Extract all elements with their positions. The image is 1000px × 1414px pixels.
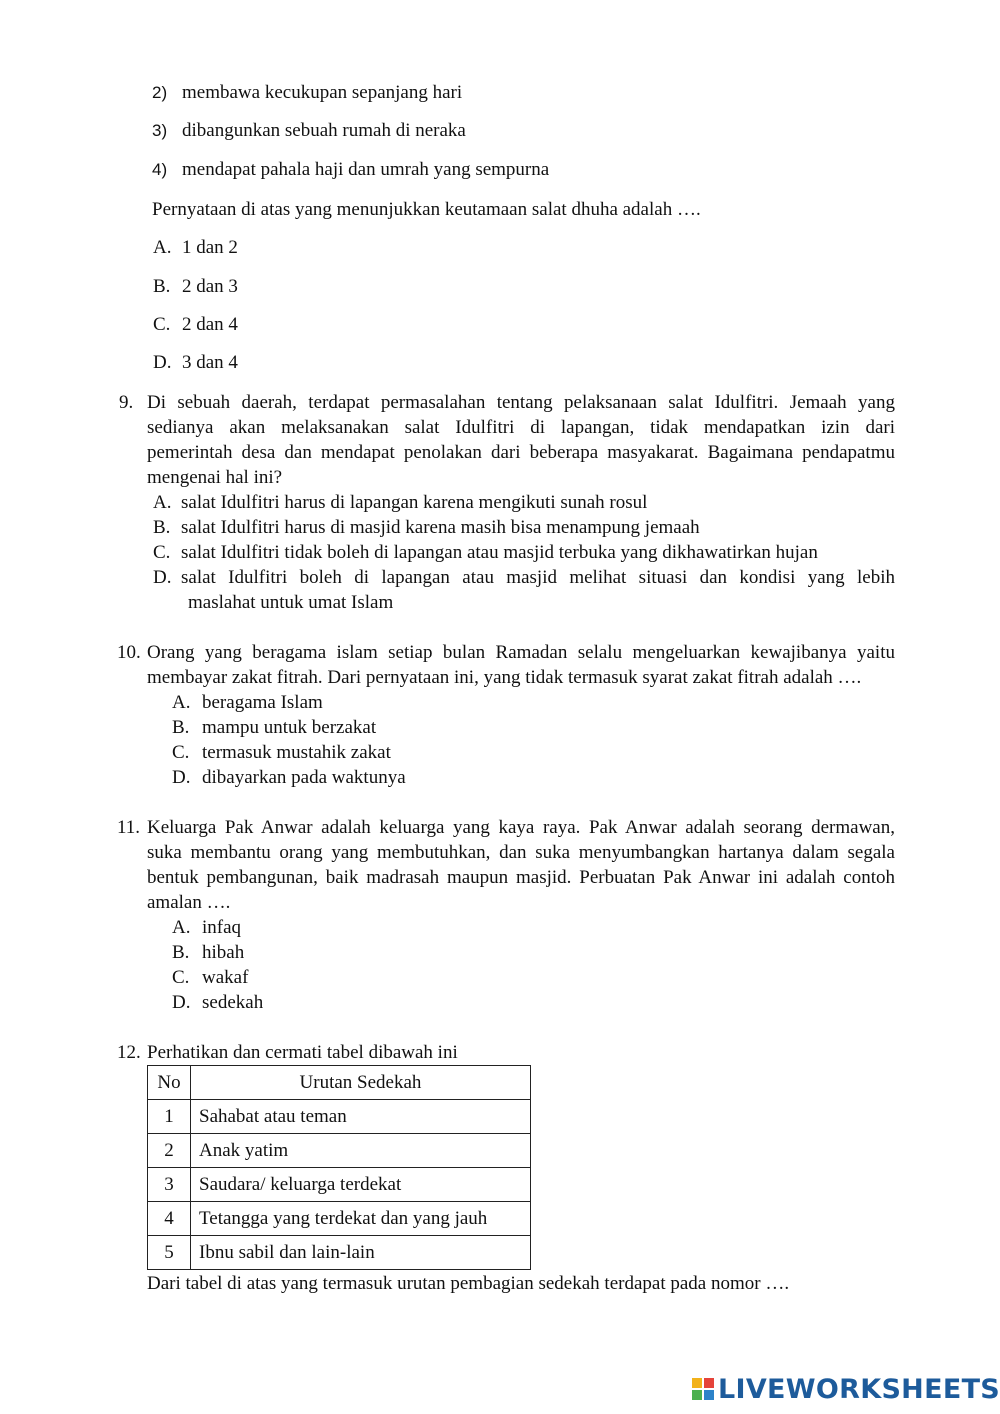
option-letter: A.: [172, 917, 191, 938]
option-letter: A.: [153, 237, 172, 258]
table-header-no: No: [148, 1066, 191, 1100]
option-letter: D.: [153, 567, 172, 588]
question-prompt: Pernyataan di atas yang menunjukkan keutamaan salat dhuha adalah ….: [152, 199, 701, 220]
option-letter: A.: [153, 492, 172, 513]
option-text: sedekah: [202, 992, 264, 1013]
option-text-continued: maslahat untuk umat Islam: [188, 592, 394, 613]
list-number: 2): [152, 83, 168, 102]
option-letter: B.: [172, 717, 190, 738]
question-text: Dari tabel di atas yang termasuk urutan pembagian sedekah terdapat pada nomor ….: [147, 1273, 790, 1294]
option-letter: B.: [172, 942, 190, 963]
table-cell-urutan: Ibnu sabil dan lain-lain: [191, 1236, 531, 1270]
question-line: bentuk pembangunan, baik madrasah maupun masjid. Perbuatan Pak Anwar ini adalah contoh: [147, 867, 895, 888]
option-text: salat Idulfitri tidak boleh di lapangan atau masjid terbuka yang dikhawatirkan hujan: [181, 542, 818, 563]
question-line: amalan ….: [147, 892, 231, 913]
option-text: hibah: [202, 942, 245, 963]
brand-mark-icon: [692, 1378, 714, 1400]
table-row: [148, 1134, 531, 1168]
table-cell-urutan: Sahabat atau teman: [191, 1100, 531, 1134]
option-letter: D.: [172, 767, 191, 788]
question-line: pemerintah desa dan mendapat penolakan dari beberapa masyakarat. Bagaimana pendapatmu: [147, 442, 895, 463]
option-letter: B.: [153, 517, 171, 538]
option-letter: C.: [172, 967, 190, 988]
table-header-urutan: Urutan Sedekah: [191, 1066, 531, 1100]
option-text: wakaf: [202, 967, 249, 988]
table-cell-no: 1: [148, 1100, 191, 1134]
option-letter: B.: [153, 276, 171, 297]
option-letter: D.: [172, 992, 191, 1013]
question-line: Orang yang beragama islam setiap bulan Ramadan selalu mengeluarkan kewajibanya yaitu: [147, 642, 895, 663]
list-item: dibangunkan sebuah rumah di neraka: [182, 120, 466, 141]
brand-name: LIVEWORKSHEETS: [718, 1373, 1000, 1405]
option-text: salat Idulfitri harus di lapangan karena mengikuti sunah rosul: [181, 492, 648, 513]
table-row: [148, 1168, 531, 1202]
option-letter: D.: [153, 352, 172, 373]
liveworksheets-logo: [692, 1372, 1000, 1406]
question-number: 9.: [119, 392, 134, 413]
table-row: [148, 1100, 531, 1134]
option-text: mampu untuk berzakat: [202, 717, 377, 738]
list-item: membawa kecukupan sepanjang hari: [182, 82, 463, 103]
question-line: membayar zakat fitrah. Dari pernyataan ini, yang tidak termasuk syarat zakat fitrah adalah ….: [147, 667, 862, 688]
option-text: dibayarkan pada waktunya: [202, 767, 406, 788]
option-letter: C.: [172, 742, 190, 763]
question-intro: Perhatikan dan cermati tabel dibawah ini: [147, 1042, 458, 1063]
option-letter: C.: [153, 542, 171, 563]
table-cell-no: 4: [148, 1202, 191, 1236]
option-text: salat Idulfitri harus di masjid karena masih bisa menampung jemaah: [181, 517, 700, 538]
option-text: salat Idulfitri boleh di lapangan atau masjid melihat situasi dan kondisi yang lebih: [181, 567, 895, 588]
question-line: mengenai hal ini?: [147, 467, 283, 488]
option-text: termasuk mustahik zakat: [202, 742, 391, 763]
list-item: mendapat pahala haji dan umrah yang sempurna: [182, 159, 550, 180]
question-line: Di sebuah daerah, terdapat permasalahan tentang pelaksanaan salat Idulfitri. Jemaah yang: [147, 392, 895, 413]
table-cell-urutan: Tetangga yang terdekat dan yang jauh: [191, 1202, 531, 1236]
table-header-row: [148, 1066, 531, 1100]
table-row: [148, 1236, 531, 1270]
option-text: 1 dan 2: [182, 237, 238, 258]
option-letter: C.: [153, 314, 171, 335]
table-cell-urutan: Anak yatim: [191, 1134, 531, 1168]
question-line: suka membantu orang yang membutuhkan, dan suka menyumbangkan hartanya dalam segala: [147, 842, 895, 863]
question-line: sedianya akan melaksanakan salat Idulfitri di lapangan, tidak mendapatkan izin dari: [147, 417, 895, 438]
list-number: 3): [152, 121, 168, 140]
table-cell-urutan: Saudara/ keluarga terdekat: [191, 1168, 531, 1202]
table-cell-no: 3: [148, 1168, 191, 1202]
sedekah-table: [147, 1065, 531, 1270]
option-text: 2 dan 4: [182, 314, 238, 335]
question-number: 10.: [117, 642, 141, 663]
option-text: 3 dan 4: [182, 352, 238, 373]
table-cell-no: 2: [148, 1134, 191, 1168]
table-cell-no: 5: [148, 1236, 191, 1270]
question-line: Keluarga Pak Anwar adalah keluarga yang kaya raya. Pak Anwar adalah seorang dermawan,: [147, 817, 895, 838]
option-letter: A.: [172, 692, 191, 713]
option-text: 2 dan 3: [182, 276, 238, 297]
question-number: 12.: [117, 1042, 141, 1063]
question-number: 11.: [117, 817, 141, 838]
table-row: [148, 1202, 531, 1236]
option-text: infaq: [202, 917, 242, 938]
list-number: 4): [152, 160, 168, 179]
option-text: beragama Islam: [202, 692, 323, 713]
